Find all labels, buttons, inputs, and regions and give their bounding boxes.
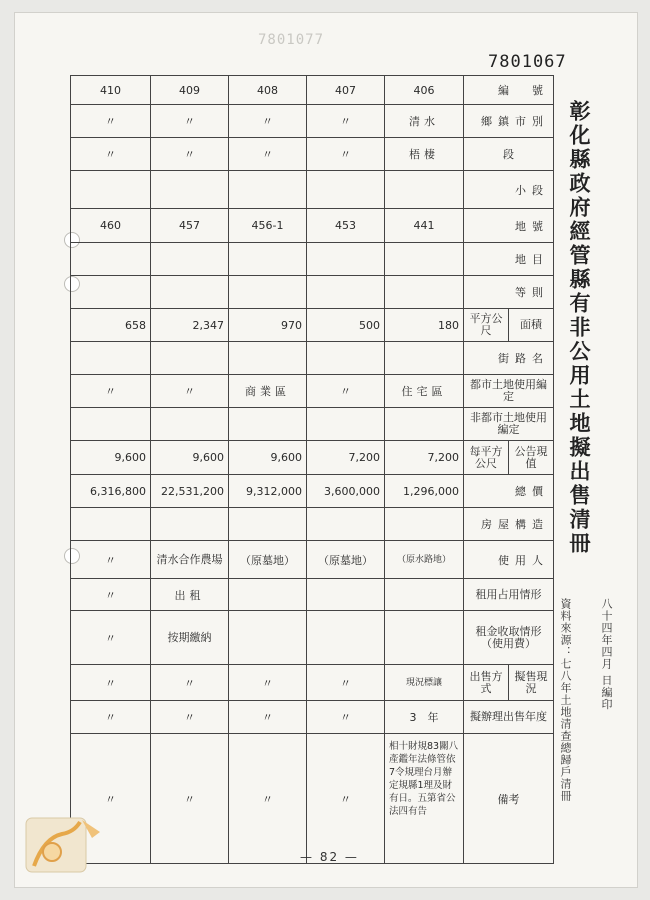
plan-year-cell: 〃 <box>71 701 151 734</box>
row-label: 每平方公尺 <box>464 441 509 475</box>
lot-number-cell: 457 <box>151 209 229 243</box>
divider <box>553 75 554 841</box>
announced-price-cell: 7,200 <box>307 441 385 475</box>
page-title: 彰化縣政府經管縣有非公用土地擬出售清冊 <box>567 100 592 556</box>
announced-price-cell: 9,600 <box>151 441 229 475</box>
section-cell: 〃 <box>307 138 385 171</box>
table-row <box>71 309 554 342</box>
row-label: 租用占用情形 <box>464 579 554 611</box>
section-cell: 梧棲 <box>385 138 464 171</box>
row-label: 地目 <box>464 243 554 276</box>
zoning-cell: 〃 <box>151 375 229 408</box>
page-number: — 82 — <box>300 850 359 864</box>
occupancy-cell <box>385 579 464 611</box>
occupancy-cell <box>307 579 385 611</box>
plan-year-cell: 〃 <box>307 701 385 734</box>
sale-method-cell: 現況標讓 <box>385 665 464 701</box>
document-number: 7801067 <box>488 52 567 72</box>
announced-price-cell: 9,600 <box>71 441 151 475</box>
rent-cell: 〃 <box>71 611 151 665</box>
row-label: 出售方式 <box>464 665 509 701</box>
table-row <box>71 475 554 508</box>
announced-price-cell: 7,200 <box>385 441 464 475</box>
rent-cell <box>385 611 464 665</box>
remark-cell: 〃 <box>151 734 229 864</box>
row-label: 編 號 <box>464 76 554 105</box>
table-row <box>71 701 554 734</box>
total-price-cell: 9,312,000 <box>229 475 307 508</box>
sale-method-cell: 〃 <box>71 665 151 701</box>
user-cell: 〃 <box>71 541 151 579</box>
row-label: 面積 <box>509 309 554 342</box>
serial-cell: 409 <box>151 76 229 105</box>
table-row <box>71 276 554 309</box>
row-label: 使用人 <box>464 541 554 579</box>
user-cell: （原水路地） <box>385 541 464 579</box>
row-label: 鄉鎮市別 <box>464 105 554 138</box>
rent-cell <box>229 611 307 665</box>
township-cell: 〃 <box>229 105 307 138</box>
user-cell: （原墓地） <box>307 541 385 579</box>
table-row <box>71 665 554 701</box>
table-row <box>71 441 554 475</box>
serial-cell: 410 <box>71 76 151 105</box>
table-row <box>71 209 554 243</box>
area-cell: 658 <box>71 309 151 342</box>
user-cell: 清水合作農場 <box>151 541 229 579</box>
row-label: 擬辦理出售年度 <box>464 701 554 734</box>
rent-cell: 按期繳納 <box>151 611 229 665</box>
sale-method-cell: 〃 <box>307 665 385 701</box>
occupancy-cell: 出租 <box>151 579 229 611</box>
row-label: 擬售現況 <box>509 665 554 701</box>
table-row <box>71 171 554 209</box>
total-price-cell: 1,296,000 <box>385 475 464 508</box>
row-label: 平方公尺 <box>464 309 509 342</box>
land-sale-table <box>70 75 554 864</box>
plan-year-cell: 〃 <box>151 701 229 734</box>
remark-cell: 〃 <box>229 734 307 864</box>
row-label: 段 <box>464 138 554 171</box>
table-row <box>71 579 554 611</box>
table-row <box>71 342 554 375</box>
table-row <box>71 76 554 105</box>
row-label: 小段 <box>464 171 554 209</box>
township-cell: 〃 <box>307 105 385 138</box>
archive-stamp-icon <box>22 808 118 884</box>
total-price-cell: 6,316,800 <box>71 475 151 508</box>
plan-year-cell: 〃 <box>229 701 307 734</box>
row-label: 非都市土地使用編定 <box>464 408 554 441</box>
row-label: 都市土地使用編定 <box>464 375 554 408</box>
sale-method-cell: 〃 <box>151 665 229 701</box>
lot-number-cell: 456-1 <box>229 209 307 243</box>
occupancy-cell <box>229 579 307 611</box>
zoning-cell: 〃 <box>307 375 385 408</box>
row-label: 等則 <box>464 276 554 309</box>
publication-date <box>598 598 614 711</box>
area-cell: 2,347 <box>151 309 229 342</box>
section-cell: 〃 <box>151 138 229 171</box>
row-label: 地號 <box>464 209 554 243</box>
table-row <box>71 105 554 138</box>
row-label: 總價 <box>464 475 554 508</box>
remark-cell: 〃 <box>307 734 385 864</box>
user-cell: （原墓地） <box>229 541 307 579</box>
row-label: 公告現值 <box>509 441 554 475</box>
serial-cell: 406 <box>385 76 464 105</box>
table-row <box>71 508 554 541</box>
township-cell: 〃 <box>151 105 229 138</box>
table-row <box>71 138 554 171</box>
serial-cell: 408 <box>229 76 307 105</box>
area-cell: 500 <box>307 309 385 342</box>
table-row <box>71 734 554 864</box>
rent-cell <box>307 611 385 665</box>
township-cell: 〃 <box>71 105 151 138</box>
edition-text: 日編印 <box>600 674 613 711</box>
zoning-cell: 〃 <box>71 375 151 408</box>
total-price-cell: 22,531,200 <box>151 475 229 508</box>
area-cell: 970 <box>229 309 307 342</box>
table-row <box>71 611 554 665</box>
serial-cell: 407 <box>307 76 385 105</box>
remark-cell: 〃 <box>71 734 151 864</box>
remark-note: 相十財規83關八產鑑年法條管依7令規理台月辦定規縣1理及財有日。五第省公法四有告 <box>385 734 464 864</box>
occupancy-cell: 〃 <box>71 579 151 611</box>
table-row <box>71 243 554 276</box>
section-cell: 〃 <box>71 138 151 171</box>
lot-number-cell: 441 <box>385 209 464 243</box>
table-row <box>71 408 554 441</box>
bleed-through-number: 7801077 <box>258 32 325 48</box>
row-label: 街路名 <box>464 342 554 375</box>
sale-method-cell: 〃 <box>229 665 307 701</box>
zoning-cell: 住宅區 <box>385 375 464 408</box>
total-price-cell: 3,600,000 <box>307 475 385 508</box>
row-label: 備考 <box>464 734 554 864</box>
row-label: 房屋構造 <box>464 508 554 541</box>
township-cell: 清水 <box>385 105 464 138</box>
section-cell: 〃 <box>229 138 307 171</box>
lot-number-cell: 460 <box>71 209 151 243</box>
table-row <box>71 541 554 579</box>
row-label: 租金收取情形（使用費） <box>464 611 554 665</box>
announced-price-cell: 9,600 <box>229 441 307 475</box>
table-row <box>71 375 554 408</box>
zoning-cell: 商業區 <box>229 375 307 408</box>
area-cell: 180 <box>385 309 464 342</box>
data-source: 資料來源：七八年土地清查總歸戶清冊 <box>559 598 572 802</box>
lot-number-cell: 453 <box>307 209 385 243</box>
plan-year-cell: 3 年 <box>385 701 464 734</box>
date-text: 八十四年四月 <box>600 598 613 670</box>
